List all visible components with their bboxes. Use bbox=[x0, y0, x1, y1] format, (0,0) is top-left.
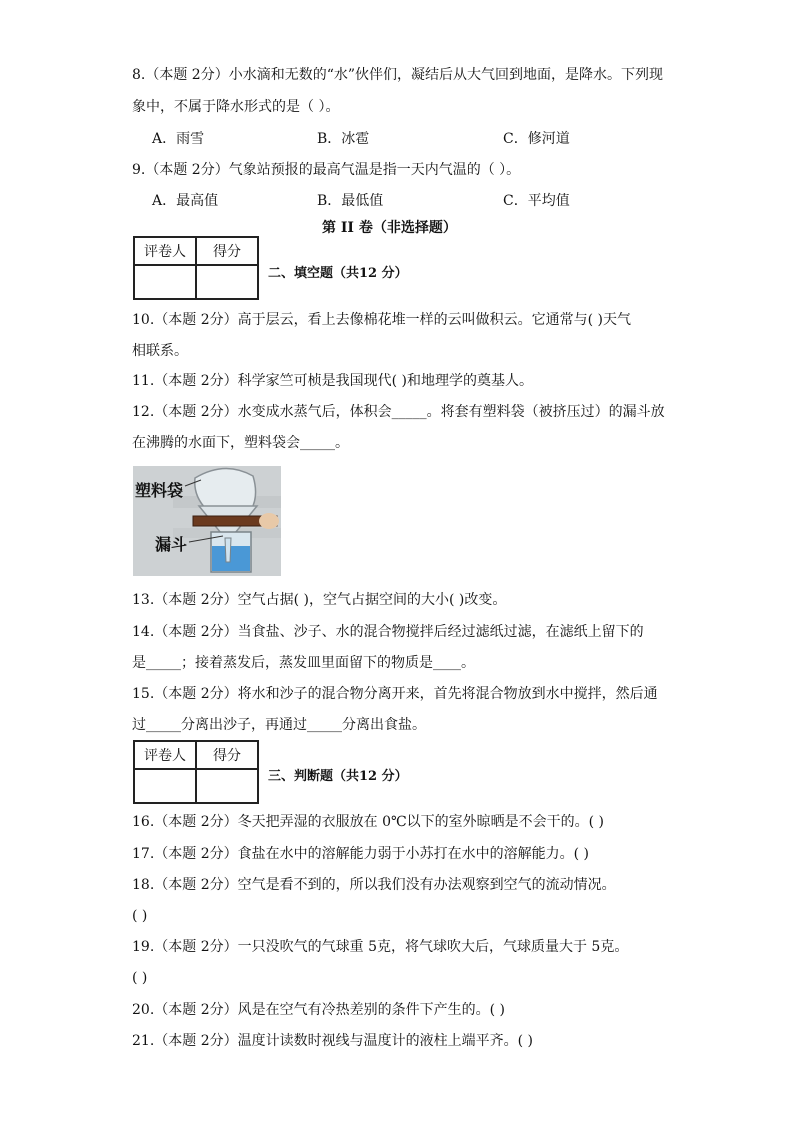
section-3-label: 三、判断题（共12 分） bbox=[268, 769, 408, 784]
section-2-title: 第 II 卷（非选择题） bbox=[322, 220, 457, 236]
question-13-line-1: 13.（本题 2分）空气占据( )，空气占据空间的大小( )改变。 bbox=[132, 592, 507, 608]
question-12-line-2: 在沸腾的水面下，塑料袋会_____。 bbox=[132, 435, 349, 451]
question-17-line-1: 17.（本题 2分）食盐在水中的溶解能力弱于小苏打在水中的溶解能力。( ) bbox=[132, 846, 589, 862]
reviewer-cell bbox=[134, 769, 196, 803]
funnel-experiment-image bbox=[133, 466, 281, 576]
question-19-line-2: ( ) bbox=[132, 970, 148, 986]
question-8-option-c: C．修河道 bbox=[503, 131, 570, 147]
reviewer-header: 评卷人 bbox=[134, 237, 196, 265]
figure-label-funnel: 漏斗 bbox=[155, 535, 188, 554]
score-header: 得分 bbox=[196, 741, 258, 769]
question-9-line-1: 9.（本题 2分）气象站预报的最高气温是指一天内气温的（ ）。 bbox=[132, 162, 521, 178]
question-8-line-1: 8.（本题 2分）小水滴和无数的“水”伙伴们，凝结后从大气回到地面，是降水。下列现 bbox=[132, 67, 664, 83]
question-15-line-2: 过_____分离出沙子，再通过_____分离出食盐。 bbox=[132, 717, 426, 733]
question-12-line-1: 12.（本题 2分）水变成水蒸气后，体积会_____。将套有塑料袋（被挤压过）的漏斗放 bbox=[132, 404, 665, 420]
score-cell bbox=[196, 265, 258, 299]
reviewer-cell bbox=[134, 265, 196, 299]
question-9-option-b: B．最低值 bbox=[317, 193, 384, 209]
question-8-line-2: 象中，不属于降水形式的是（ ）。 bbox=[132, 99, 340, 115]
question-9-option-c: C．平均值 bbox=[503, 193, 570, 209]
score-cell bbox=[196, 769, 258, 803]
question-8-option-a: A．雨雪 bbox=[152, 131, 205, 147]
score-table-1 bbox=[133, 236, 259, 300]
section-2-label: 二、填空题（共12 分） bbox=[268, 266, 408, 281]
question-10-line-2: 相联系。 bbox=[132, 343, 188, 359]
question-18-line-2: ( ) bbox=[132, 908, 148, 924]
question-16-line-1: 16.（本题 2分）冬天把弄湿的衣服放在 0℃以下的室外晾晒是不会干的。( ) bbox=[132, 814, 605, 830]
question-14-line-2: 是_____；接着蒸发后，蒸发皿里面留下的物质是____。 bbox=[132, 655, 475, 671]
question-15-line-1: 15.（本题 2分）将水和沙子的混合物分离开来，首先将混合物放到水中搅拌，然后通 bbox=[132, 686, 658, 702]
question-10-line-1: 10.（本题 2分）高于层云，看上去像棉花堆一样的云叫做积云。它通常与( )天气 bbox=[132, 312, 631, 328]
question-19-line-1: 19.（本题 2分）一只没吹气的气球重 5克，将气球吹大后，气球质量大于 5克。 bbox=[132, 939, 629, 955]
figure-label-bag: 塑料袋 bbox=[135, 481, 184, 500]
score-header: 得分 bbox=[196, 237, 258, 265]
score-table-2 bbox=[133, 740, 259, 804]
reviewer-header: 评卷人 bbox=[134, 741, 196, 769]
question-11-line-1: 11.（本题 2分）科学家竺可桢是我国现代( )和地理学的奠基人。 bbox=[132, 373, 533, 389]
question-8-option-b: B．冰雹 bbox=[317, 131, 370, 147]
question-21-line-1: 21.（本题 2分）温度计读数时视线与温度计的液柱上端平齐。( ) bbox=[132, 1033, 533, 1049]
question-18-line-1: 18.（本题 2分）空气是看不到的，所以我们没有办法观察到空气的流动情况。 bbox=[132, 877, 616, 893]
question-20-line-1: 20.（本题 2分）风是在空气有冷热差别的条件下产生的。( ) bbox=[132, 1002, 505, 1018]
question-14-line-1: 14.（本题 2分）当食盐、沙子、水的混合物搅拌后经过滤纸过滤，在滤纸上留下的 bbox=[132, 624, 644, 640]
question-9-option-a: A．最高值 bbox=[152, 193, 219, 209]
